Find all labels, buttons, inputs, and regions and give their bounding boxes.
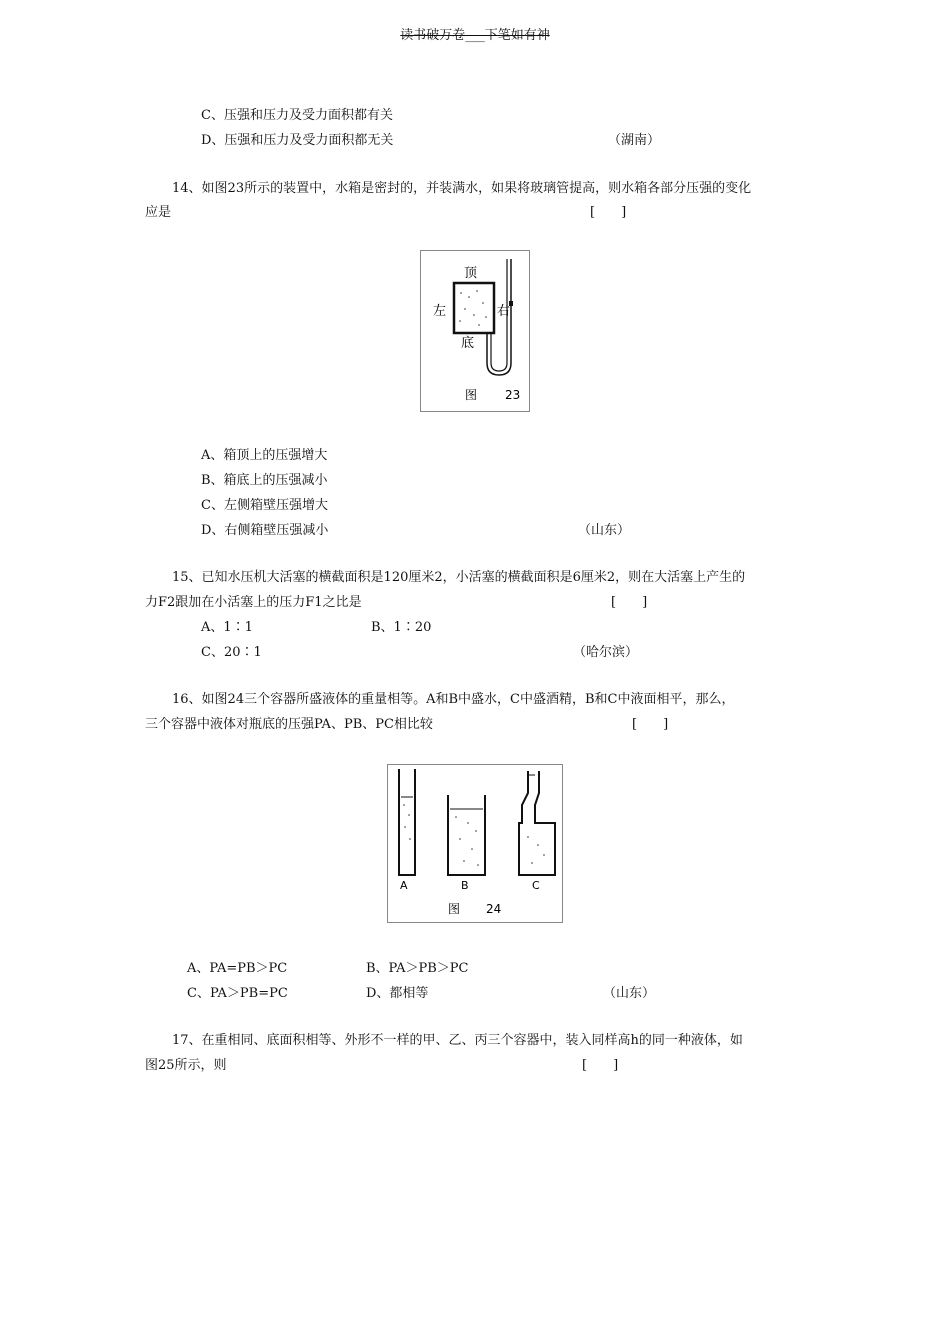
label-top: 顶 [464,266,478,281]
q15-option-b: B、1∶20 [371,620,432,635]
q16-option-a: A、PA=PB＞PC [187,961,288,976]
q14-answer-bracket: [ ] [590,205,627,220]
container-b [448,795,485,875]
header-text: 读书破万卷___下笔如有神 [400,28,550,43]
figure-24 [387,764,563,923]
container-b-label: B [461,879,469,892]
figure-24-drawing [388,765,562,922]
q17-answer-bracket: [ ] [582,1058,619,1073]
q13-option-d: D、压强和压力及受力面积都无关 [201,133,394,148]
q16-option-c: C、PA＞PB=PC [187,986,288,1001]
q16-source: （山东） [603,986,656,1001]
q14-source: （山东） [578,523,631,538]
water-tank [454,283,494,333]
container-a [399,769,415,875]
q15-source: （哈尔滨） [573,645,639,660]
q16-answer-bracket: [ ] [632,717,669,732]
figure-24-caption-char: 图 [448,902,461,916]
water-dots [459,290,487,326]
q13-option-c: C、压强和压力及受力面积都有关 [201,108,393,123]
q14-option-b: B、箱底上的压强减小 [201,473,328,488]
q16-option-b: B、PA＞PB＞PC [366,961,469,976]
q15-question-line2: 力F2跟加在小活塞上的压力F1之比是 [145,595,362,610]
figure-23-drawing [421,251,529,411]
figure-24-caption-num: 24 [486,902,502,916]
q14-option-a: A、箱顶上的压强增大 [201,448,328,463]
q14-question-line1: 14、如图23所示的装置中，水箱是密封的，并装满水，如果将玻璃管提高，则水箱各部分压强的变化 [172,181,752,196]
q15-option-c: C、20∶1 [201,645,262,660]
q15-option-a: A、1∶1 [201,620,253,635]
label-left: 左 [433,304,447,319]
q17-question-line1: 17、在重相同、底面积相等、外形不一样的甲、乙、丙三个容器中，装入同样高h的同一种液体，如 [172,1033,743,1048]
figure-23-caption-num: 23 [505,388,521,402]
q16-question-line2: 三个容器中液体对瓶底的压强PA、PB、PC相比较 [145,717,433,732]
figure-23-caption-char: 图 [465,388,478,402]
q16-option-d: D、都相等 [366,986,429,1001]
container-c [519,771,555,875]
container-a-label: A [400,879,408,892]
q15-question-line1: 15、已知水压机大活塞的横截面积是120厘米2，小活塞的横截面积是6厘米2，则在大活塞上产生的 [172,570,746,585]
label-right: 右 [497,304,511,319]
q14-option-c: C、左侧箱壁压强增大 [201,498,328,513]
page-header [0,28,950,44]
q14-option-d: D、右侧箱壁压强减小 [201,523,329,538]
figure-23 [420,250,530,412]
q16-question-line1: 16、如图24三个容器所盛液体的重量相等。A和B中盛水，C中盛酒精，B和C中液面相平，那么， [172,692,735,707]
container-c-label: C [532,879,540,892]
q14-question-line2: 应是 [145,205,172,220]
q17-question-line2: 图25所示，则 [145,1058,227,1073]
q15-answer-bracket: [ ] [611,595,648,610]
label-bottom: 底 [461,336,475,351]
q13-source: （湖南） [608,133,661,148]
